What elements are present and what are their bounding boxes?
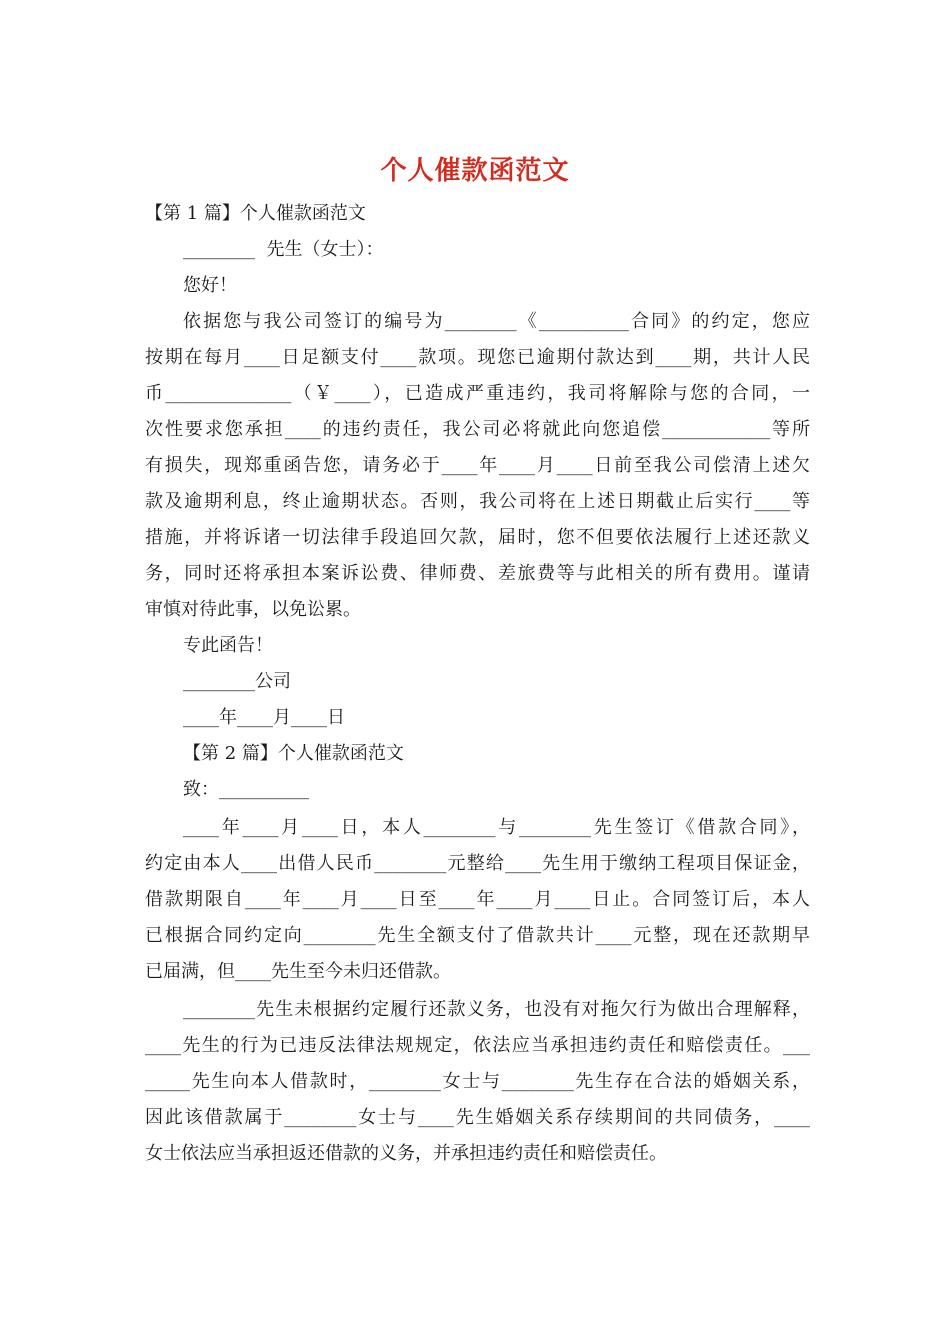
body-line: 借款期限自____年____月____日至____年____月____日止。合同签订后，本人 bbox=[145, 889, 810, 910]
body-line: 按期在每月____日足额支付____款项。现您已逾期付款达到____期，共计人民 bbox=[145, 347, 810, 368]
letter2-paragraph-1 bbox=[145, 810, 810, 990]
body-line: ____先生的行为已违反法律法规规定，依法应当承担违约责任和赔偿责任。___ bbox=[145, 1035, 810, 1056]
letter1-heading: 【第 1 篇】个人催款函范文 bbox=[145, 203, 366, 224]
body-line: 有损失，现郑重函告您，请务必于____年____月____日前至我公司偿清上述欠 bbox=[145, 455, 810, 476]
body-line: 约定由本人____出借人民币________元整给____先生用于缴纳工程项目保证金， bbox=[145, 853, 810, 874]
document-title: 个人催款函范文 bbox=[380, 156, 570, 186]
body-line: 务，同时还将承担本案诉讼费、律师费、差旅费等与此相关的所有费用。谨请 bbox=[145, 563, 810, 584]
letter1-date: ____年____月____日 bbox=[183, 707, 345, 728]
letter2-recipient: 致：__________ bbox=[183, 779, 309, 800]
body-line: 款及逾期利息，终止逾期状态。否则，我公司将在上述日期截止后实行____等 bbox=[145, 491, 810, 512]
body-line: ____年____月____日，本人________与________先生签订《借款合同》， bbox=[183, 817, 810, 838]
letter2-heading: 【第 2 篇】个人催款函范文 bbox=[183, 743, 404, 764]
letter1-greeting: 您好！ bbox=[183, 275, 237, 296]
document-body bbox=[145, 196, 810, 1172]
body-line: 审慎对待此事，以免讼累。 bbox=[145, 599, 361, 620]
body-line: 已根据合同约定向________先生全额支付了借款共计____元整，现在还款期早 bbox=[145, 925, 810, 946]
letter2-paragraph-2 bbox=[145, 992, 810, 1172]
letter1-company: ________公司 bbox=[183, 671, 291, 692]
body-line: ________先生未根据约定履行还款义务，也没有对拖欠行为做出合理解释， bbox=[183, 999, 810, 1020]
body-line: 女士依法应当承担返还借款的义务，并承担违约责任和赔偿责任。 bbox=[145, 1143, 667, 1164]
body-line: 币______________（￥____），已造成严重违约，我司将解除与您的合同，一 bbox=[145, 383, 810, 404]
letter1-salutation: ________ 先生（女士）： bbox=[183, 239, 384, 260]
body-line: 措施，并将诉诸一切法律手段追回欠款，届时，您不但要依法履行上述还款义 bbox=[145, 527, 810, 548]
body-line: 因此该借款属于________女士与____先生婚姻关系存续期间的共同债务，____ bbox=[145, 1107, 810, 1128]
body-line: 已届满，但____先生至今未归还借款。 bbox=[145, 961, 451, 982]
letter1-body-paragraph bbox=[145, 304, 810, 628]
body-line: _____先生向本人借款时，________女士与________先生存在合法的婚姻关系， bbox=[145, 1071, 810, 1092]
letter1-closing: 专此函告！ bbox=[183, 635, 273, 656]
body-line: 依据您与我公司签订的编号为________《__________合同》的约定，您应 bbox=[183, 311, 810, 332]
body-line: 次性要求您承担____的违约责任，我公司必将就此向您追偿____________等所 bbox=[145, 419, 810, 440]
